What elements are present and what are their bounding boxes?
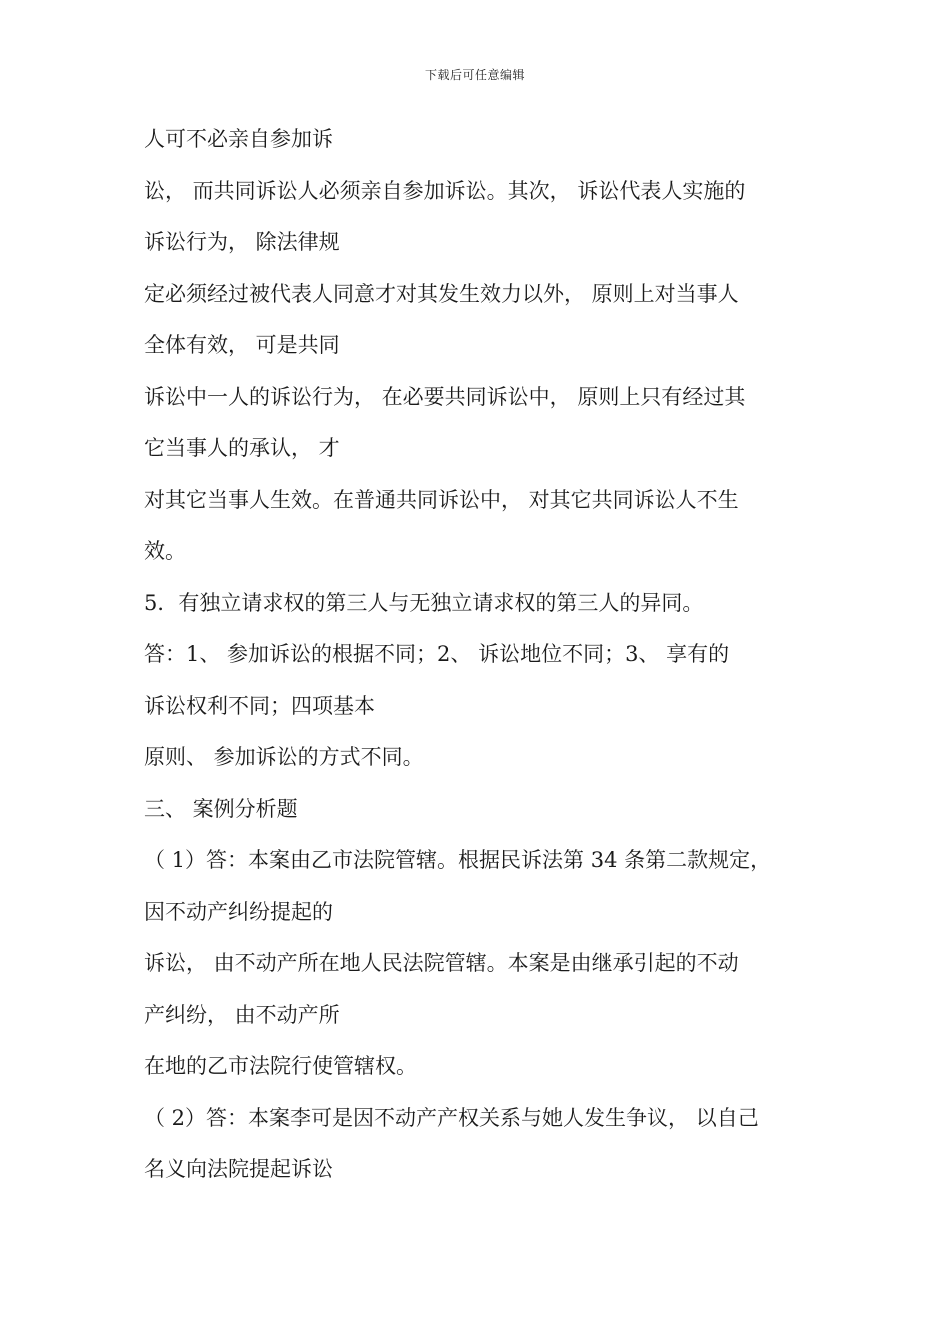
case-answer-line: 名义向法院提起诉讼 <box>144 1157 333 1181</box>
case-answer-line: （ 2）答：本案李可是因不动产产权关系与她人发生争议， 以自己 <box>144 1105 759 1130</box>
answer-line: 诉讼权利不同；四项基本 <box>144 693 375 718</box>
text-line: 讼， 而共同诉讼人必须亲自参加诉讼。其次， 诉讼代表人实施的 <box>144 178 746 203</box>
case-answer-line: （ 1）答：本案由乙市法院管辖。根据民诉法第 34 条第二款规定， <box>144 848 772 872</box>
text-line: 对其它当事人生效。在普通共同诉讼中， 对其它共同诉讼人不生 <box>144 487 739 512</box>
section-heading: 三、 案例分析题 <box>144 796 298 821</box>
text-line: 它当事人的承认， 才 <box>144 436 340 460</box>
text-line: 人可不必亲自参加诉 <box>144 127 333 151</box>
page-header: 下载后可任意编辑 <box>424 68 525 82</box>
case-answer-line: 产纠纷， 由不动产所 <box>144 1002 340 1027</box>
text-line: 诉讼中一人的诉讼行为， 在必要共同诉讼中， 原则上只有经过其 <box>144 384 746 409</box>
case-answer-line: 在地的乙市法院行使管辖权。 <box>144 1054 417 1078</box>
document-body <box>144 114 824 1196</box>
text-line: 定必须经过被代表人同意才对其发生效力以外， 原则上对当事人 <box>144 281 739 306</box>
text-line: 全体有效， 可是共同 <box>144 333 340 357</box>
question-heading: 5．有独立请求权的第三人与无独立请求权的第三人的异同。 <box>144 590 704 615</box>
text-line: 效。 <box>144 539 186 563</box>
answer-line: 原则、 参加诉讼的方式不同。 <box>144 745 424 769</box>
case-answer-line: 因不动产纠纷提起的 <box>144 899 333 924</box>
case-answer-line: 诉讼， 由不动产所在地人民法院管辖。本案是由继承引起的不动 <box>144 951 739 975</box>
answer-line: 答：1、 参加诉讼的根据不同；2、 诉讼地位不同；3、 享有的 <box>144 642 730 666</box>
text-line: 诉讼行为， 除法律规 <box>144 230 340 254</box>
